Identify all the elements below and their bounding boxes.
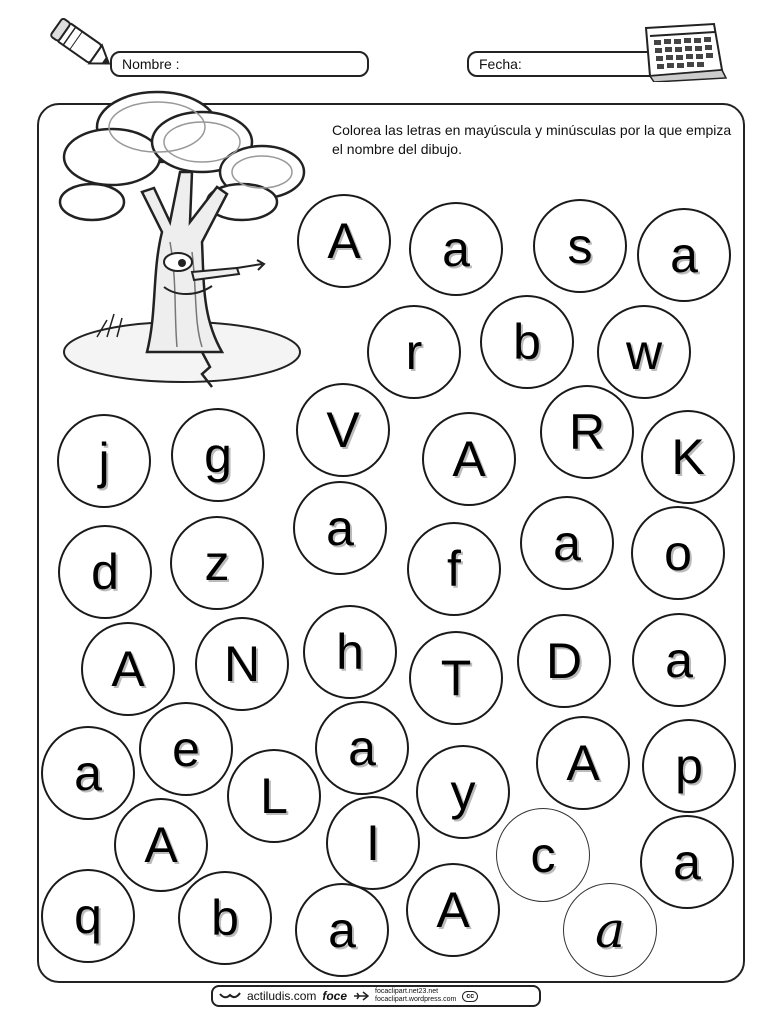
- tree-illustration: [52, 82, 312, 400]
- letter-glyph: a: [670, 227, 698, 283]
- plane-icon: [353, 991, 369, 1001]
- letter-circle[interactable]: [422, 412, 516, 506]
- letter-glyph: e: [172, 721, 200, 777]
- letter-circle[interactable]: [295, 883, 389, 977]
- letter-glyph: a: [74, 745, 102, 801]
- letter-circle[interactable]: [409, 631, 503, 725]
- letter-circle[interactable]: [632, 613, 726, 707]
- letter-glyph: a: [442, 221, 470, 277]
- letter-glyph: D: [545, 633, 583, 689]
- letter-glyph: w: [625, 324, 663, 380]
- letter-glyph: A: [436, 882, 470, 938]
- letter-glyph: a: [326, 500, 354, 556]
- letter-glyph: a: [553, 515, 581, 571]
- letter-glyph: r: [405, 324, 423, 380]
- letter-circle[interactable]: [533, 199, 627, 293]
- footer-brand: foce: [322, 989, 348, 1003]
- letter-circle[interactable]: [297, 194, 391, 288]
- footer-url-1[interactable]: focaclipart.net23.net: [375, 988, 439, 995]
- letter-circle[interactable]: [315, 701, 409, 795]
- letter-circle[interactable]: [597, 305, 691, 399]
- letter-glyph: z: [204, 535, 230, 591]
- letter-circle[interactable]: [170, 516, 264, 610]
- date-field[interactable]: [467, 51, 661, 77]
- letter-glyph: y: [450, 764, 476, 820]
- footer-url-2[interactable]: focaclipart.wordpress.com: [375, 996, 457, 1003]
- letter-glyph: I: [366, 815, 380, 871]
- letter-circle[interactable]: [114, 798, 208, 892]
- letter-circle[interactable]: [496, 808, 590, 902]
- letter-circle[interactable]: [58, 525, 152, 619]
- letter-circle[interactable]: [293, 481, 387, 575]
- letter-circle[interactable]: [416, 745, 510, 839]
- instructions-text: Colorea las letras en mayúscula y minúsculas por la que empiza el nombre del dibujo.: [332, 122, 732, 157]
- letter-circle[interactable]: [631, 506, 725, 600]
- letter-circle[interactable]: [195, 617, 289, 711]
- letter-glyph: A: [111, 641, 145, 697]
- letter-glyph: a: [673, 834, 701, 890]
- letter-glyph: h: [336, 624, 364, 680]
- letter-circle[interactable]: [540, 385, 634, 479]
- letter-circle[interactable]: [480, 295, 574, 389]
- letter-glyph: a: [665, 632, 693, 688]
- letter-circle[interactable]: [367, 305, 461, 399]
- footer-urls: [375, 988, 456, 1004]
- letter-circle[interactable]: [642, 719, 736, 813]
- letter-glyph: L: [260, 768, 288, 824]
- letter-circle[interactable]: [41, 869, 135, 963]
- creative-commons-badge: cc: [462, 991, 478, 1002]
- letter-circle[interactable]: [81, 622, 175, 716]
- letter-glyph: a: [348, 720, 376, 776]
- letter-glyph: N: [223, 636, 261, 692]
- letter-circle[interactable]: [41, 726, 135, 820]
- date-label: Fecha:: [479, 56, 522, 72]
- letter-circle[interactable]: [641, 410, 735, 504]
- letter-circle[interactable]: [171, 408, 265, 502]
- letter-circle[interactable]: [57, 414, 151, 508]
- letter-circle[interactable]: [406, 863, 500, 957]
- letter-circle[interactable]: [227, 749, 321, 843]
- letter-circle[interactable]: [407, 522, 501, 616]
- letter-glyph: b: [211, 890, 239, 946]
- calendar-icon: [636, 20, 728, 82]
- letter-glyph: d: [91, 544, 119, 600]
- letter-glyph: a: [328, 902, 356, 958]
- letter-glyph: q: [74, 888, 102, 944]
- letter-glyph: o: [664, 525, 692, 581]
- letter-glyph: p: [675, 738, 703, 794]
- letter-circle[interactable]: [517, 614, 611, 708]
- letter-glyph: K: [671, 429, 705, 485]
- letter-glyph: R: [568, 404, 606, 460]
- letter-glyph: a: [595, 901, 625, 959]
- letter-glyph: c: [530, 827, 556, 883]
- footer-site[interactable]: actiludis.com: [247, 989, 317, 1003]
- name-label: Nombre :: [122, 56, 180, 72]
- letter-glyph: b: [513, 314, 541, 370]
- letter-circle[interactable]: [563, 883, 657, 977]
- name-field[interactable]: [110, 51, 369, 77]
- letter-circle[interactable]: [296, 383, 390, 477]
- footer-credits: [211, 985, 541, 1007]
- letter-glyph: j: [98, 433, 110, 489]
- letter-circle[interactable]: [139, 702, 233, 796]
- letter-circle[interactable]: [178, 871, 272, 965]
- letter-glyph: A: [452, 431, 486, 487]
- bird-logo-icon: [219, 990, 241, 1002]
- letter-glyph: V: [326, 402, 360, 458]
- letter-circle[interactable]: [536, 716, 630, 810]
- letter-glyph: f: [447, 541, 461, 597]
- letter-circle[interactable]: [326, 796, 420, 890]
- letter-circle[interactable]: [409, 202, 503, 296]
- letter-circle[interactable]: [640, 815, 734, 909]
- letter-glyph: s: [567, 218, 593, 274]
- letter-circle[interactable]: [303, 605, 397, 699]
- letter-glyph: T: [440, 650, 472, 706]
- letter-circle[interactable]: [637, 208, 731, 302]
- letter-circle[interactable]: [520, 496, 614, 590]
- letter-glyph: A: [327, 213, 361, 269]
- letter-glyph: g: [204, 427, 232, 483]
- letter-glyph: A: [566, 735, 600, 791]
- pencil-icon: [44, 16, 120, 76]
- letter-glyph: A: [144, 817, 178, 873]
